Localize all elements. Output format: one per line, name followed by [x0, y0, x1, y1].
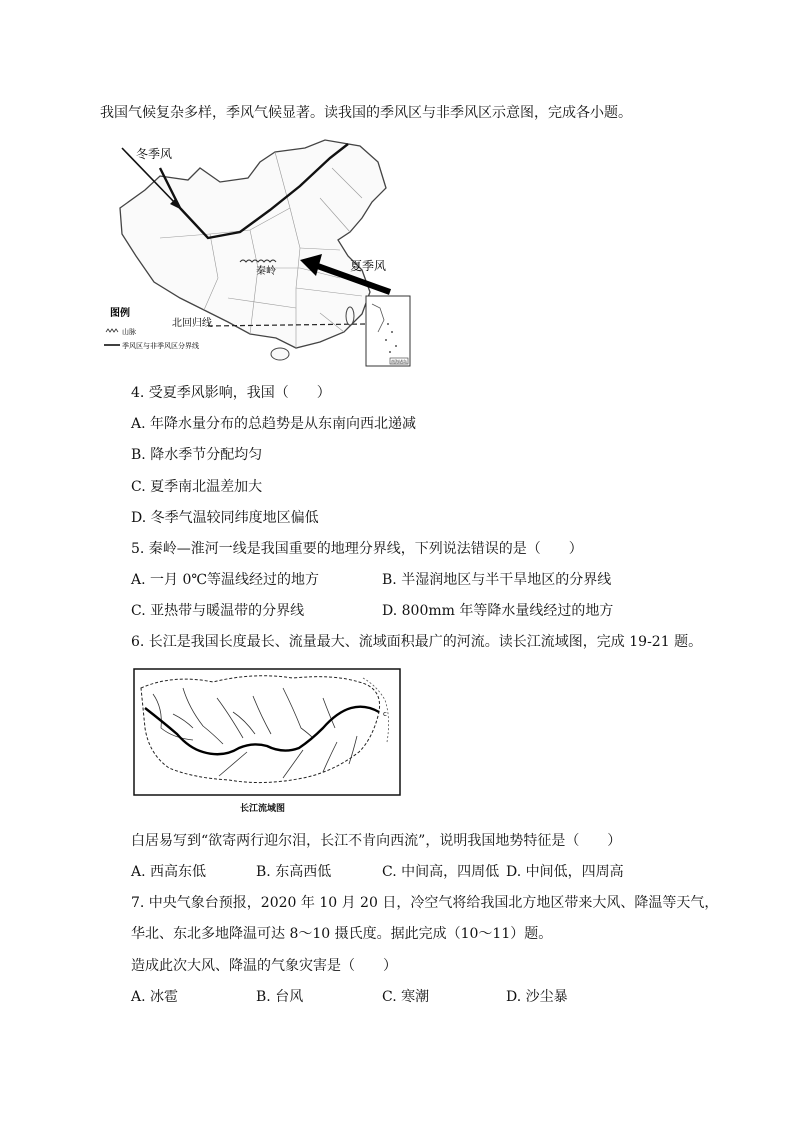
q7-stem-line1: 7. 中央气象台预报，2020 年 10 月 20 日，冷空气将给我国北方地区带来大风、降温等天气， [131, 895, 719, 911]
legend-title: 图例 [110, 308, 130, 319]
q7-option-d[interactable]: D. 沙尘暴 [506, 989, 568, 1005]
q4-option-d[interactable]: D. 冬季气温较同纬度地区偏低 [131, 510, 319, 526]
q6-option-b[interactable]: B. 东高西低 [256, 864, 332, 880]
q7-subquestion: 造成此次大风、降温的气象灾害是（ ） [131, 958, 397, 974]
q4-option-a[interactable]: A. 年降水量分布的总趋势是从东南向西北递减 [131, 416, 417, 432]
legend-mountain-icon [106, 329, 118, 332]
q5-stem: 5. 秦岭—淮河一线是我国重要的地理分界线，下列说法错误的是（ ） [131, 541, 583, 557]
tropic-label: 北回归线 [172, 318, 212, 329]
inset-label: 南海诸岛 [391, 359, 407, 364]
monsoon-map [100, 138, 418, 370]
legend-mountain-label: 山脉 [122, 328, 136, 336]
q6-option-d[interactable]: D. 中间低，四周高 [506, 864, 624, 880]
q4-option-b[interactable]: B. 降水季节分配均匀 [131, 447, 263, 463]
q6-option-c[interactable]: C. 中间高，四周低 [382, 864, 500, 880]
map-label-c: c [383, 710, 387, 718]
q6-stem: 6. 长江是我国长度最长、流量最大、流域面积最广的河流。读长江流域图，完成 19-21 题。 [131, 634, 703, 650]
q7-stem-line2: 华北、东北多地降温可达 8～10 摄氏度。据此完成（10～11）题。 [131, 926, 553, 942]
q5-option-a[interactable]: A. 一月 0℃等温线经过的地方 [131, 572, 320, 588]
intro-text: 我国气候复杂多样，季风气候显著。读我国的季风区与非季风区示意图，完成各小题。 [100, 105, 632, 121]
hainan-island [271, 348, 289, 360]
q5-option-d[interactable]: D. 800mm 年等降水量线经过的地方 [382, 603, 614, 619]
winter-monsoon-label: 冬季风 [136, 147, 173, 161]
qinling-label: 秦岭 [256, 266, 276, 277]
q5-option-b[interactable]: B. 半湿润地区与半干旱地区的分界线 [382, 572, 612, 588]
taiwan-island [346, 307, 354, 325]
q4-stem: 4. 受夏季风影响，我国（ ） [131, 385, 331, 401]
q6-option-a[interactable]: A. 西高东低 [131, 864, 207, 880]
inset-box [366, 296, 410, 366]
legend-line-label: 季风区与非季风区分界线 [122, 342, 199, 350]
q7-option-c[interactable]: C. 寒潮 [382, 989, 430, 1005]
q7-option-b[interactable]: B. 台风 [256, 989, 304, 1005]
summer-monsoon-label: 夏季风 [350, 259, 387, 273]
q6-subquestion: 白居易写到“欲寄两行迎尔泪，长江不肯向西流”，说明我国地势特征是（ ） [131, 833, 622, 849]
q5-option-c[interactable]: C. 亚热带与暖温带的分界线 [131, 603, 305, 619]
q7-option-a[interactable]: A. 冰雹 [131, 989, 179, 1005]
q4-option-c[interactable]: C. 夏季南北温差加大 [131, 479, 263, 495]
yangtze-basin-map [133, 668, 403, 798]
yangtze-map-caption: 长江流域图 [240, 804, 286, 814]
